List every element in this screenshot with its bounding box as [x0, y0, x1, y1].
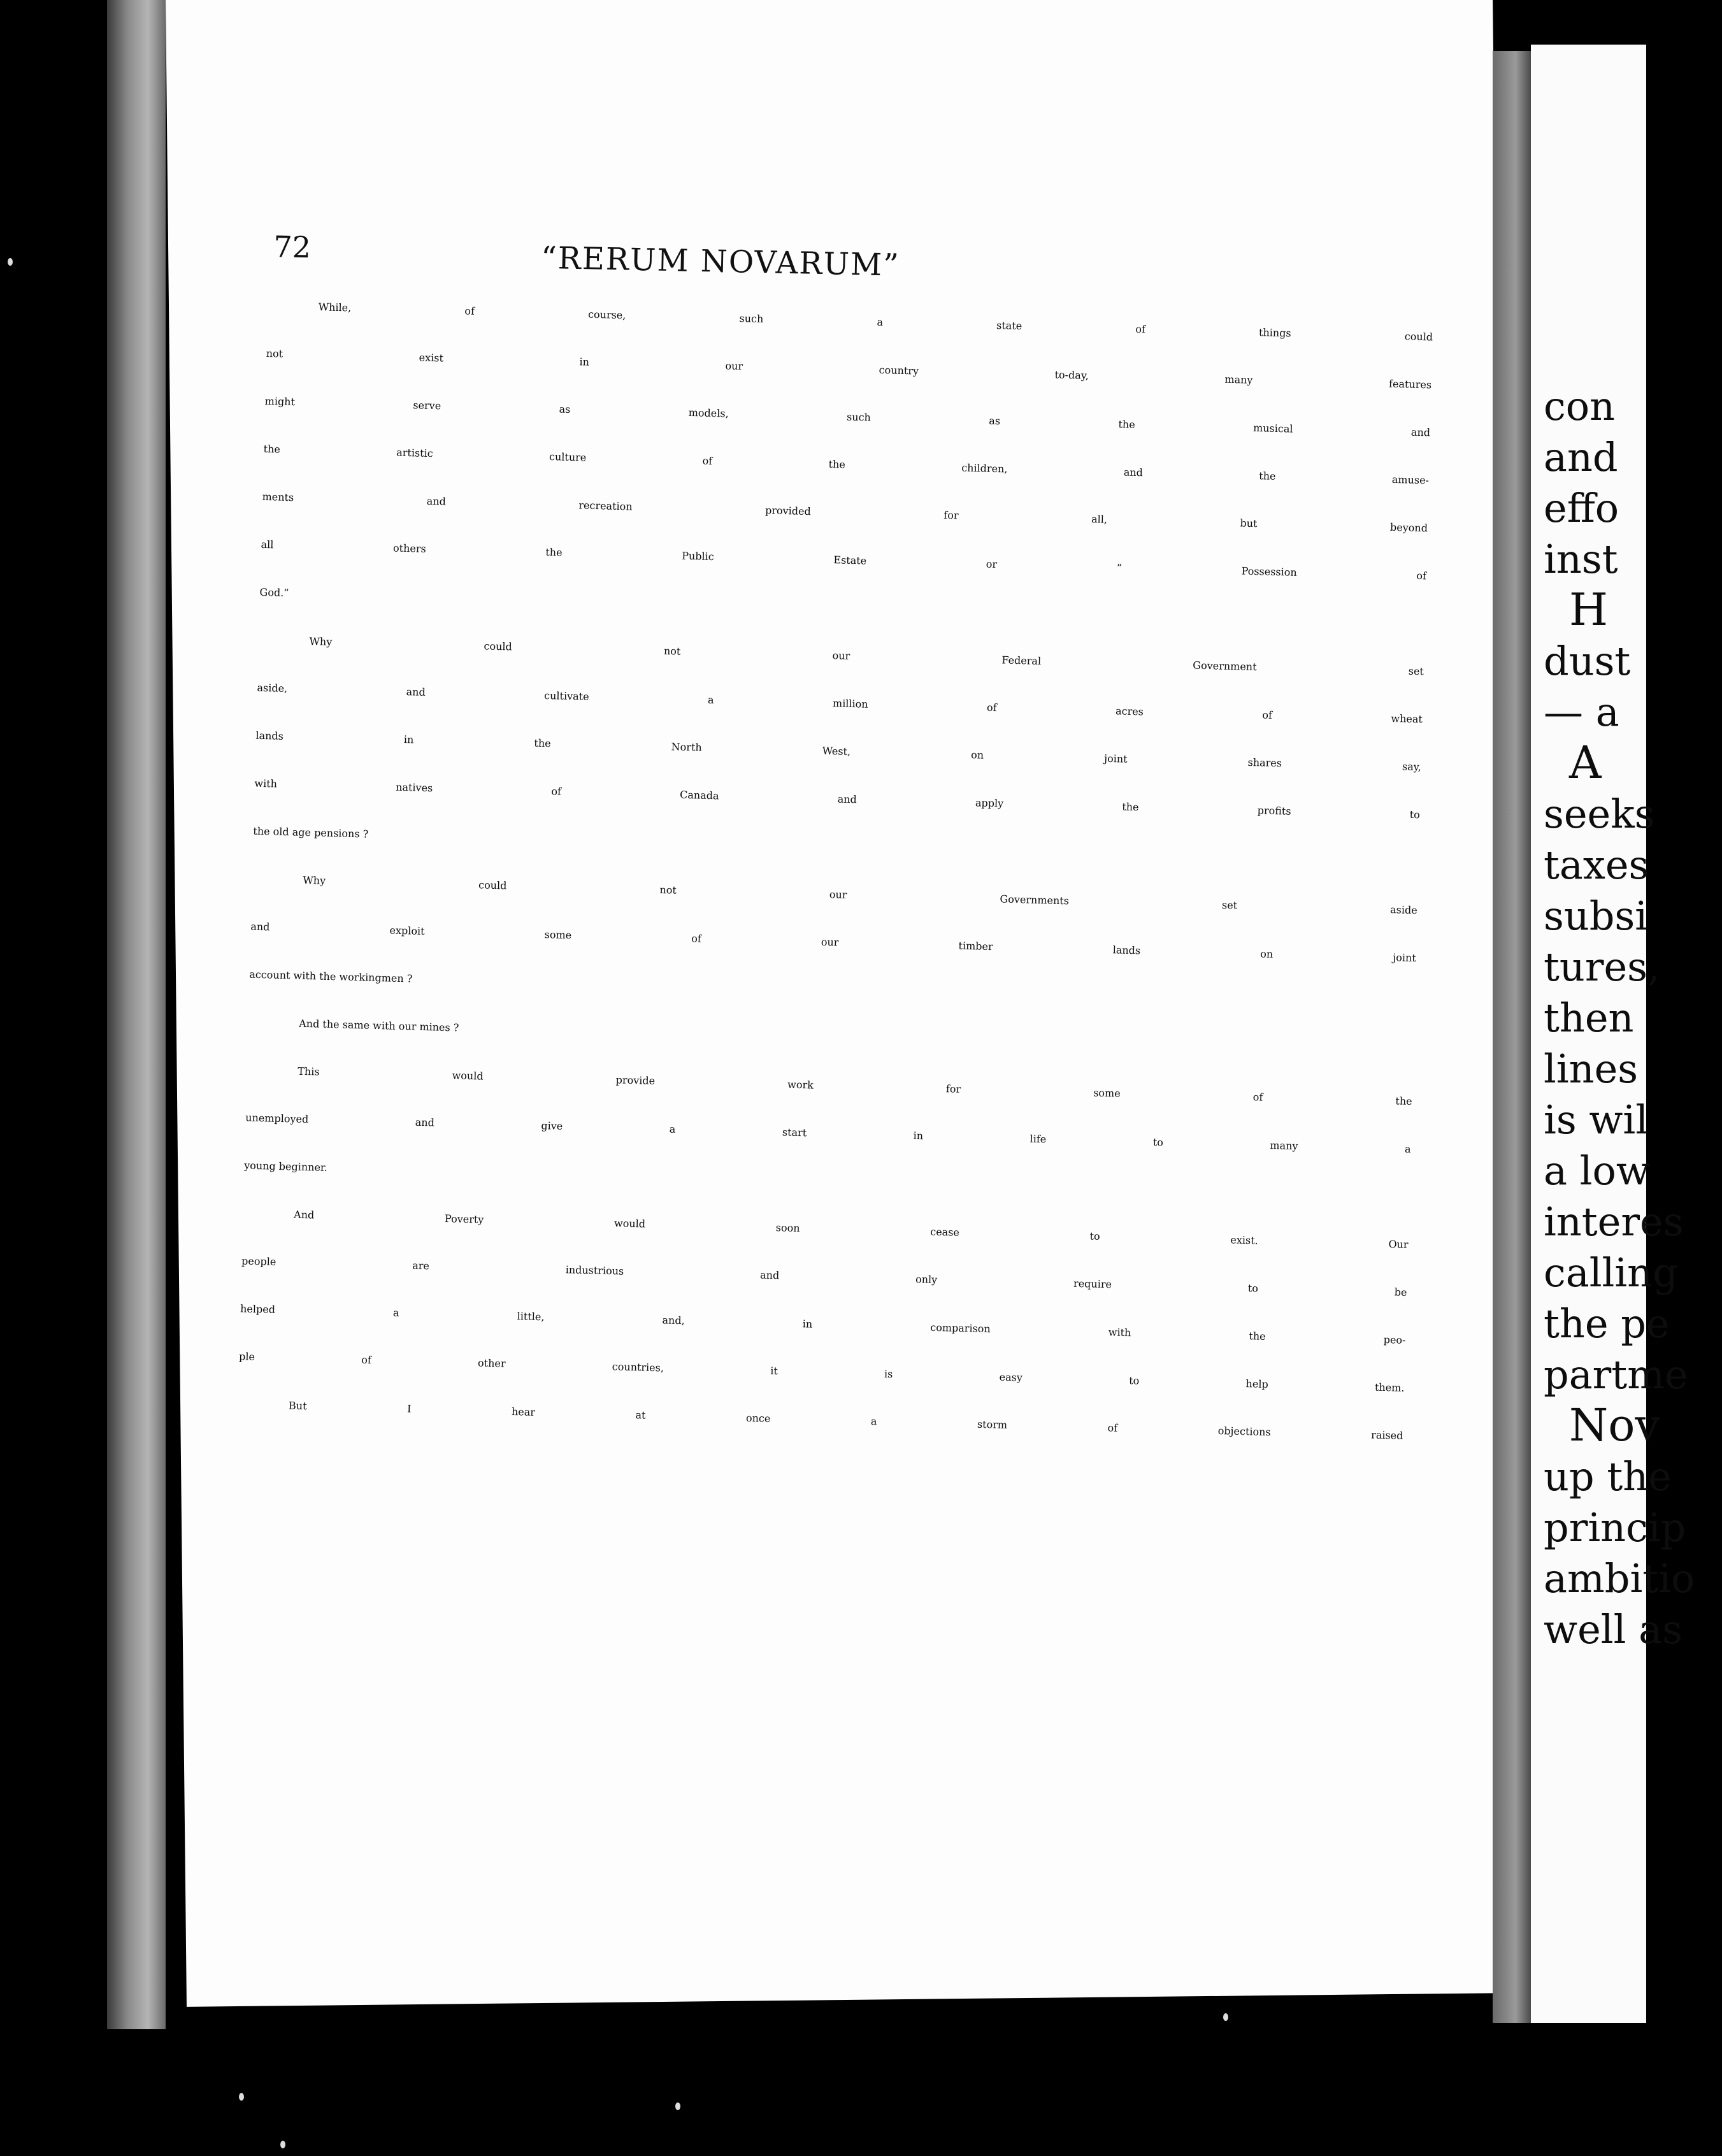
text-line: not exist in our country to-day, many features: [266, 347, 1432, 391]
book-gutter: [1493, 51, 1531, 2023]
facing-page-text: [1531, 382, 1722, 1657]
paragraph: [259, 299, 1433, 665]
facing-line: well as: [1544, 1606, 1683, 1653]
text-line: young beginner.: [243, 1159, 328, 1174]
facing-line: seeks: [1544, 791, 1655, 837]
text-line: Why could not our Governments set aside: [303, 873, 1417, 917]
facing-line: a low: [1544, 1147, 1650, 1194]
running-title: “RERUM NOVARUM”: [540, 240, 901, 284]
facing-line: ambitio: [1544, 1555, 1695, 1602]
facing-line: inst: [1544, 536, 1618, 582]
facing-page: [1531, 45, 1695, 2023]
facing-line: up the: [1544, 1453, 1672, 1500]
facing-line: dust: [1544, 638, 1631, 684]
facing-line: con: [1544, 383, 1615, 429]
text-line: While, of course, such a state of things could: [318, 301, 1433, 343]
scan-speck: [280, 2141, 285, 2148]
facing-line: lines: [1544, 1046, 1639, 1092]
page-number: 72: [273, 229, 312, 265]
book-edge-left: [107, 0, 166, 2029]
facing-line: taxes: [1544, 842, 1649, 888]
facing-line: partme: [1544, 1351, 1688, 1398]
facing-line: H: [1569, 584, 1609, 636]
text-line: ple of other countries, it is easy to help them.: [238, 1350, 1405, 1394]
text-line: might serve as models, such as the musical and: [264, 394, 1431, 439]
text-line: all others the Public Estate or “ Possession of: [261, 538, 1427, 582]
scan-speck: [239, 2093, 244, 2101]
text-line: God.”: [259, 586, 289, 600]
text-line: lands in the North West, on joint shares say,: [255, 729, 1422, 773]
facing-line: calling: [1544, 1249, 1678, 1296]
scan-speck: [1223, 2013, 1228, 2021]
text-line: aside, and cultivate a million of acres of wheat: [257, 681, 1423, 726]
text-line: the artistic culture of the children, and the amuse-: [263, 442, 1430, 487]
paragraph: [252, 634, 1424, 904]
scan-speck: [675, 2102, 680, 2110]
facing-line: effo: [1544, 485, 1619, 531]
text-line: Why could not our Federal Government set: [309, 635, 1424, 678]
text-line: helped a little, and, in comparison with the peo-: [240, 1302, 1406, 1346]
facing-line: tures,: [1544, 944, 1660, 990]
text-line: But I hear at once a storm of objections raised: [288, 1399, 1403, 1442]
facing-line: and: [1544, 434, 1618, 480]
facing-line: princip: [1544, 1504, 1686, 1551]
facing-line: the pe: [1544, 1300, 1670, 1347]
paragraph: [238, 1207, 1408, 1429]
text-line: with natives of Canada and apply the profits to: [254, 777, 1421, 821]
scan-speck: [8, 258, 13, 266]
facing-line: then: [1544, 995, 1634, 1041]
text-line: unemployed and give a start in life to many a: [245, 1111, 1411, 1156]
facing-line: is wil: [1544, 1096, 1649, 1143]
facing-line: A: [1569, 737, 1602, 789]
text-line: account with the workingmen ?: [249, 968, 413, 985]
facing-line: interes: [1544, 1198, 1684, 1245]
text-line: And Poverty would soon cease to exist. Our: [293, 1208, 1409, 1251]
text-line: This would provide work for some of the: [297, 1065, 1412, 1108]
body-text: [236, 299, 1433, 1477]
text-line: and exploit some of our timber lands on joint: [250, 920, 1416, 965]
text-line: people are industrious and only require to be: [241, 1254, 1407, 1298]
facing-line: Nov: [1569, 1399, 1660, 1451]
text-line: And the same with our mines ?: [299, 1017, 459, 1034]
facing-line: — a: [1544, 689, 1619, 735]
text-line: ments and recreation provided for all, but beyond: [262, 490, 1428, 535]
text-line: the old age pensions ?: [253, 824, 369, 840]
facing-line: subsi: [1544, 893, 1648, 939]
